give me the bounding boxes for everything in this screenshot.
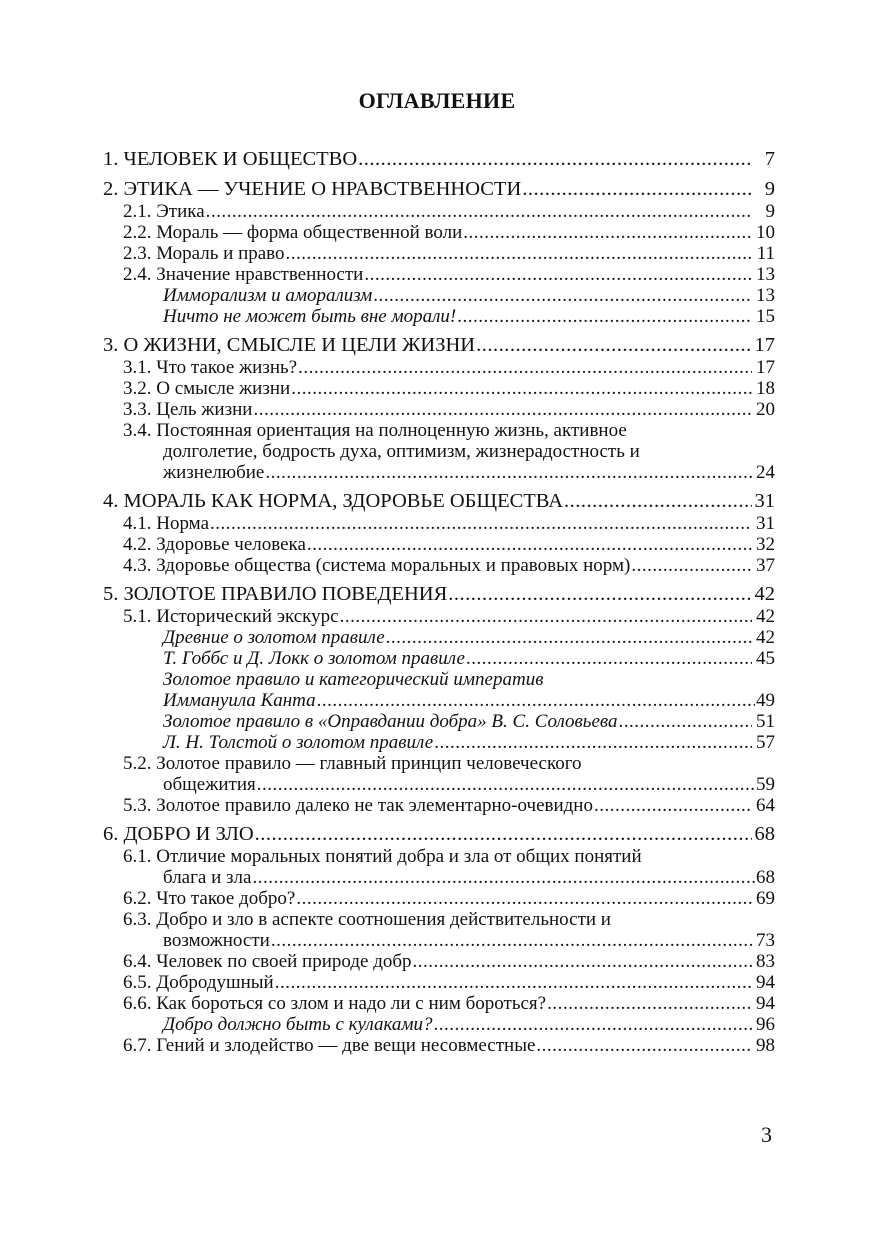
- toc-entry-chapter[interactable]: [103, 147, 775, 171]
- toc-entry-text: 6.6. Как бороться со злом и надо ли с ним бороться?: [123, 993, 547, 1014]
- leader-dots: [594, 795, 752, 816]
- leader-dots: [253, 399, 752, 420]
- page-title: ОГЛАВЛЕНИЕ: [358, 88, 516, 113]
- toc-entry-text: общежития: [163, 774, 256, 795]
- toc-entry-text: 2.4. Значение нравственности: [123, 264, 364, 285]
- leader-dots: [358, 147, 752, 171]
- toc-page-number: 57: [756, 732, 775, 753]
- leader-dots: [373, 285, 752, 306]
- toc-entry-section[interactable]: [103, 201, 775, 222]
- toc-entry-section[interactable]: [103, 909, 775, 951]
- toc-entry-section[interactable]: [103, 993, 775, 1014]
- toc-entry-text-line: 3.4. Постоянная ориентация на полноценную жизнь, активное: [123, 420, 627, 441]
- toc-entry-section[interactable]: [103, 846, 775, 888]
- toc-entry-text: возможности: [163, 930, 270, 951]
- leader-dots: [255, 822, 752, 846]
- toc-page-number: 69: [756, 888, 775, 909]
- toc-entry-subsection[interactable]: [103, 285, 775, 306]
- toc-entry-text: 6.2. Что такое добро?: [123, 888, 296, 909]
- toc-page-number: 94: [756, 993, 775, 1014]
- leader-dots: [286, 243, 752, 264]
- toc-page-number: 59: [756, 774, 775, 795]
- toc-entry-section[interactable]: [103, 972, 775, 993]
- leader-dots: [463, 222, 752, 243]
- toc-entry-text: Имморализм и аморализм: [163, 285, 373, 306]
- leader-dots: [413, 951, 752, 972]
- leader-dots: [340, 606, 752, 627]
- toc-entry-section[interactable]: [103, 222, 775, 243]
- toc-entry-subsection[interactable]: [103, 711, 775, 732]
- leader-dots: [536, 1035, 752, 1056]
- toc-entry-section[interactable]: [103, 951, 775, 972]
- toc-entry-text: 4.1. Норма: [123, 513, 210, 534]
- toc-page-number: 11: [756, 243, 775, 264]
- toc-entry-text: 2.3. Мораль и право: [123, 243, 285, 264]
- toc-entry-text: 2. ЭТИКА — УЧЕНИЕ О НРАВСТВЕННОСТИ: [103, 178, 522, 200]
- toc-page-number: 96: [756, 1014, 775, 1035]
- toc-entry-chapter[interactable]: [103, 177, 775, 201]
- leader-dots: [298, 357, 752, 378]
- toc-entry-section[interactable]: [103, 606, 775, 627]
- leader-dots: [619, 711, 753, 732]
- toc-entry-text: 6.4. Человек по своей природе добр: [123, 951, 412, 972]
- leader-dots: [252, 867, 755, 888]
- toc-entry-text: 4.3. Здоровье общества (система моральных и правовых норм): [123, 555, 631, 576]
- leader-dots: [466, 648, 752, 669]
- toc-entry-text: 1. ЧЕЛОВЕК И ОБЩЕСТВО: [103, 148, 358, 170]
- toc-page-number: 68: [756, 867, 775, 888]
- toc-entry-text: Добро должно быть с кулаками?: [163, 1014, 433, 1035]
- toc-page-number: 17: [756, 357, 775, 378]
- table-of-contents: [103, 147, 775, 1056]
- toc-entry-text-line: 6.1. Отличие моральных понятий добра и зла от общих понятий: [123, 846, 642, 867]
- toc-page-number: 31: [754, 490, 775, 512]
- toc-entry-text: 3.1. Что такое жизнь?: [123, 357, 298, 378]
- leader-dots: [434, 732, 752, 753]
- leader-dots: [291, 378, 752, 399]
- toc-page-number: 94: [756, 972, 775, 993]
- toc-page-number: 45: [756, 648, 775, 669]
- toc-page-number: 10: [756, 222, 775, 243]
- toc-page-number: 7: [764, 148, 775, 170]
- toc-entry-text: 3.3. Цель жизни: [123, 399, 253, 420]
- toc-page-number: 73: [756, 930, 775, 951]
- toc-entry-subsection[interactable]: [103, 669, 775, 711]
- leader-dots: [296, 888, 752, 909]
- toc-page-number: 37: [756, 555, 775, 576]
- toc-entry-text: 2.1. Этика: [123, 201, 205, 222]
- toc-page-number: 15: [756, 306, 775, 327]
- toc-entry-text: Л. Н. Толстой о золотом правиле: [163, 732, 434, 753]
- toc-entry-subsection[interactable]: [103, 306, 775, 327]
- leader-dots: [210, 513, 752, 534]
- toc-page-number: 49: [756, 690, 775, 711]
- leader-dots: [564, 489, 752, 513]
- toc-entry-text: 4.2. Здоровье человека: [123, 534, 306, 555]
- leader-dots: [386, 627, 752, 648]
- toc-entry-text: 4. МОРАЛЬ КАК НОРМА, ЗДОРОВЬЕ ОБЩЕСТВА: [103, 490, 563, 512]
- leader-dots: [364, 264, 752, 285]
- toc-page-number: 13: [756, 285, 775, 306]
- toc-page-number: 42: [754, 583, 775, 605]
- leader-dots: [307, 534, 752, 555]
- leader-dots: [457, 306, 752, 327]
- toc-entry-text-line: 6.3. Добро и зло в аспекте соотношения действительности и: [123, 909, 611, 930]
- toc-entry-section[interactable]: [103, 513, 775, 534]
- toc-entry-chapter[interactable]: [103, 822, 775, 846]
- toc-entry-text-line: 5.2. Золотое правило — главный принцип человеческого: [123, 753, 582, 774]
- toc-entry-section[interactable]: [103, 399, 775, 420]
- toc-page-number: 42: [756, 606, 775, 627]
- toc-page-number: 24: [756, 462, 775, 483]
- toc-entry-text: 3. О ЖИЗНИ, СМЫСЛЕ И ЦЕЛИ ЖИЗНИ: [103, 334, 476, 356]
- toc-entry-text: 5. ЗОЛОТОЕ ПРАВИЛО ПОВЕДЕНИЯ: [103, 583, 448, 605]
- toc-entry-text: Ничто не может быть вне морали!: [163, 306, 457, 327]
- toc-entry-section[interactable]: [103, 264, 775, 285]
- toc-entry-chapter[interactable]: [103, 582, 775, 606]
- toc-entry-section[interactable]: [103, 795, 775, 816]
- toc-page-number: 20: [756, 399, 775, 420]
- leader-dots: [522, 177, 752, 201]
- toc-page-number: 42: [756, 627, 775, 648]
- toc-entry-text: Т. Гоббс и Д. Локк о золотом правиле: [163, 648, 465, 669]
- leader-dots: [448, 582, 752, 606]
- leader-dots: [265, 462, 755, 483]
- toc-entry-section[interactable]: [103, 357, 775, 378]
- toc-entry-subsection[interactable]: [103, 627, 775, 648]
- toc-entry-section[interactable]: [103, 420, 775, 483]
- toc-page-number: 17: [754, 334, 775, 356]
- page-number: 3: [761, 1122, 772, 1147]
- toc-page-number: 31: [756, 513, 775, 534]
- toc-entry-section[interactable]: [103, 1035, 775, 1056]
- toc-page-number: 51: [756, 711, 775, 732]
- toc-page-number: 9: [764, 178, 775, 200]
- toc-entry-chapter[interactable]: [103, 333, 775, 357]
- toc-entry-subsection[interactable]: [103, 648, 775, 669]
- toc-page-number: 18: [756, 378, 775, 399]
- leader-dots: [275, 972, 752, 993]
- toc-entry-text: Иммануила Канта: [163, 690, 316, 711]
- leader-dots: [257, 774, 755, 795]
- leader-dots: [434, 1014, 752, 1035]
- toc-entry-section[interactable]: [103, 378, 775, 399]
- toc-entry-text: 2.2. Мораль — форма общественной воли: [123, 222, 463, 243]
- toc-page-number: 68: [754, 823, 775, 845]
- leader-dots: [271, 930, 755, 951]
- toc-entry-text: 6.7. Гений и злодейство — две вещи несовместные: [123, 1035, 536, 1056]
- leader-dots: [547, 993, 752, 1014]
- toc-entry-text: Древние о золотом правиле: [163, 627, 385, 648]
- toc-page-number: 83: [756, 951, 775, 972]
- toc-entry-section[interactable]: [103, 243, 775, 264]
- leader-dots: [206, 201, 752, 222]
- toc-entry-text-line: Золотое правило и категорический императив: [163, 669, 544, 690]
- toc-page-number: 98: [756, 1035, 775, 1056]
- toc-entry-section[interactable]: [103, 555, 775, 576]
- toc-entry-text: Золотое правило в «Оправдании добра» В. С. Соловьева: [163, 711, 618, 732]
- toc-entry-section[interactable]: [103, 534, 775, 555]
- toc-page-number: 9: [765, 201, 775, 222]
- toc-page-number: 32: [756, 534, 775, 555]
- toc-entry-text: 5.1. Исторический экскурс: [123, 606, 339, 627]
- toc-entry-subsection[interactable]: [103, 1014, 775, 1035]
- toc-entry-text: жизнелюбие: [163, 462, 265, 483]
- toc-entry-text-line: долголетие, бодрость духа, оптимизм, жизнерадостность и: [163, 441, 640, 462]
- toc-entry-text: 6.5. Добродушный: [123, 972, 274, 993]
- leader-dots: [476, 333, 752, 357]
- leader-dots: [317, 690, 755, 711]
- toc-entry-subsection[interactable]: [103, 732, 775, 753]
- toc-entry-chapter[interactable]: [103, 489, 775, 513]
- leader-dots: [631, 555, 752, 576]
- toc-entry-text: блага и зла: [163, 867, 252, 888]
- toc-entry-text: 3.2. О смысле жизни: [123, 378, 291, 399]
- toc-entry-text: 5.3. Золотое правило далеко не так элементарно-очевидно: [123, 795, 593, 816]
- toc-entry-section[interactable]: [103, 753, 775, 795]
- toc-page-number: 13: [756, 264, 775, 285]
- toc-entry-section[interactable]: [103, 888, 775, 909]
- toc-page-number: 64: [756, 795, 775, 816]
- toc-entry-text: 6. ДОБРО И ЗЛО: [103, 823, 254, 845]
